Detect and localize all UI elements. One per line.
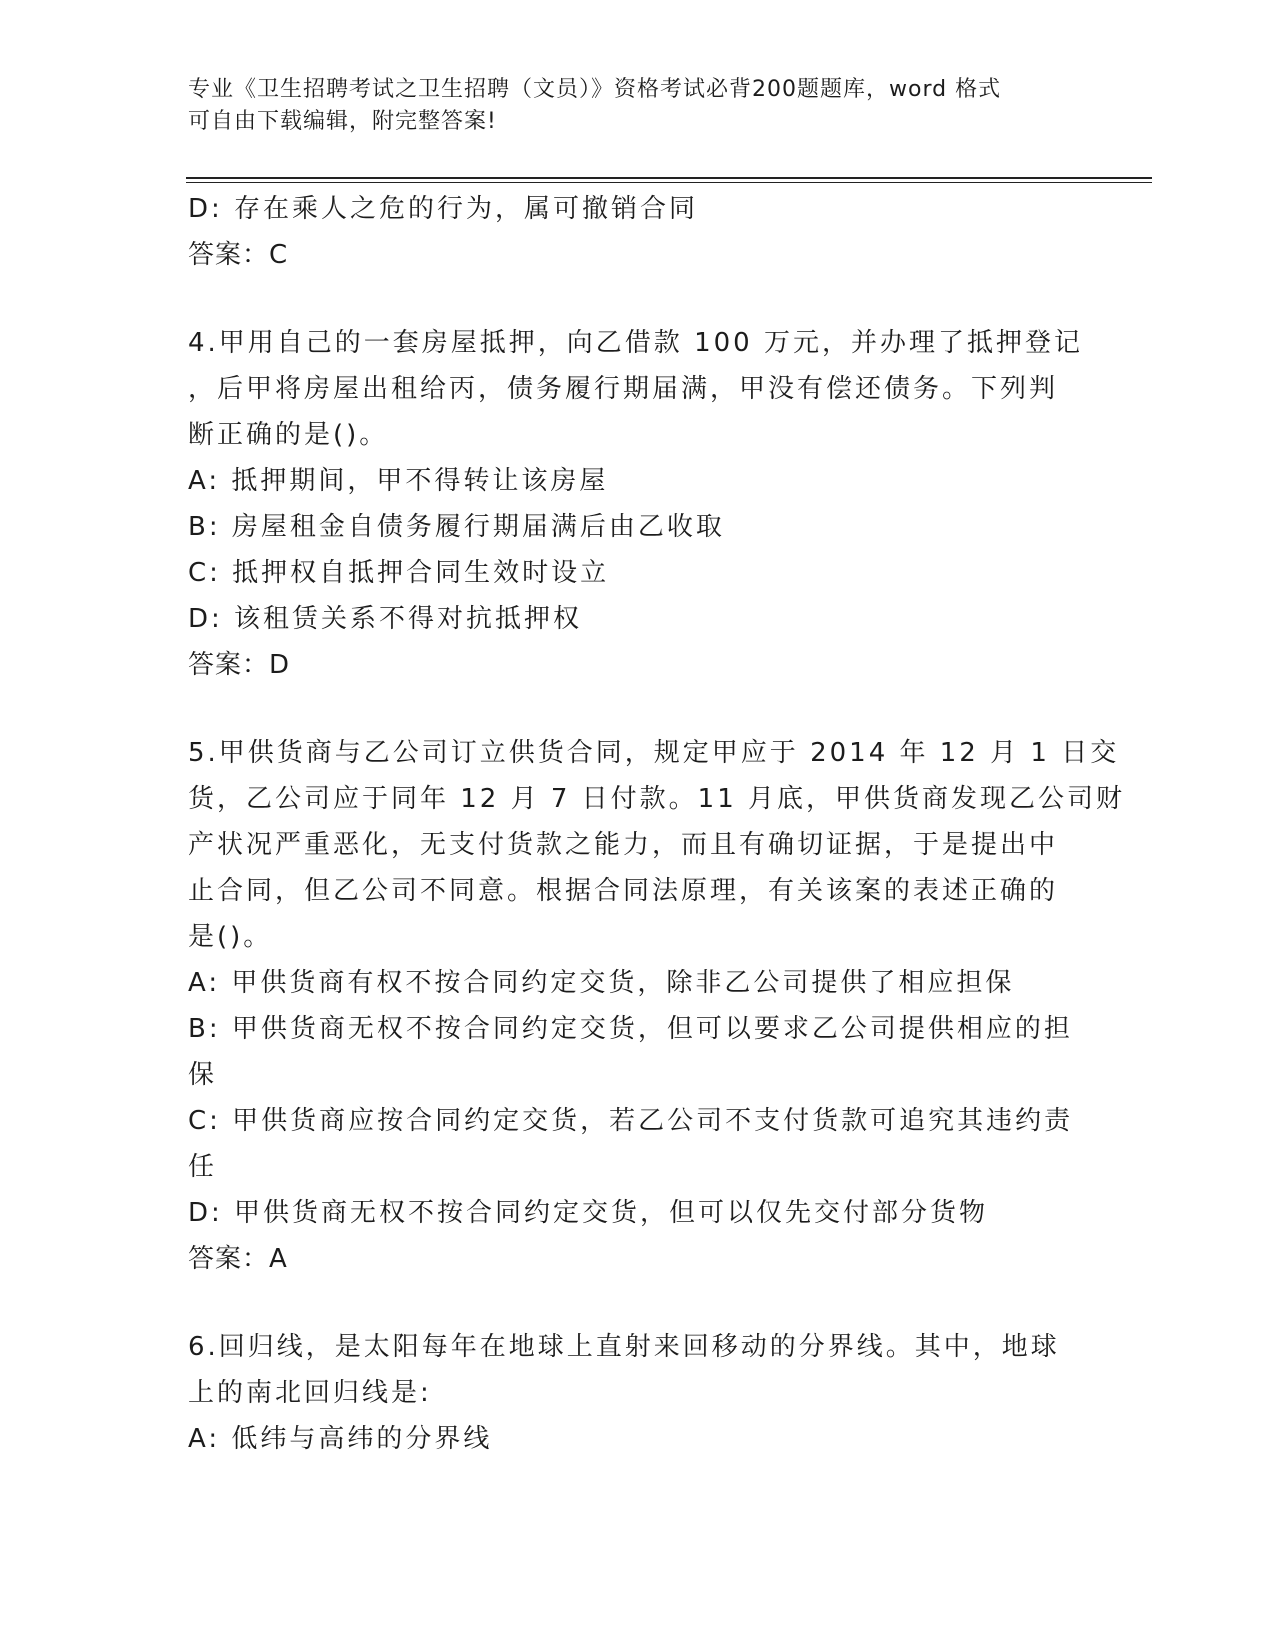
question-stem-line: ，后甲将房屋出租给丙，债务履行期届满，甲没有偿还债务。下列判: [188, 374, 1059, 404]
question-stem-line: 5.甲供货商与乙公司订立供货合同，规定甲应于 2014 年 12 月 1 日交: [188, 738, 1120, 768]
question-stem-line: 止合同，但乙公司不同意。根据合同法原理，有关该案的表述正确的: [188, 876, 1059, 906]
header-divider: [186, 177, 1152, 183]
question-stem-line: 上的南北回归线是:: [188, 1378, 432, 1408]
question-stem-line: 断正确的是()。: [188, 420, 389, 450]
question-3: [188, 186, 1088, 278]
answer: 答案：A: [188, 1244, 288, 1274]
question-stem-line: 4.甲用自己的一套房屋抵押，向乙借款 100 万元，并办理了抵押登记: [188, 328, 1083, 358]
question-stem-line: 产状况严重恶化，无支付货款之能力，而且有确切证据，于是提出中: [188, 830, 1059, 860]
document-body: [188, 186, 1126, 1462]
option-a: A: 低纬与高纬的分界线: [188, 1424, 493, 1454]
option-d: D: 存在乘人之危的行为，属可撤销合同: [188, 194, 699, 224]
question-6: [188, 1324, 1088, 1462]
option-b-continued: 保: [188, 1060, 218, 1090]
option-c: C: 抵押权自抵押合同生效时设立: [188, 558, 610, 588]
option-c: C: 甲供货商应按合同约定交货，若乙公司不支付货款可追究其违约责: [188, 1106, 1074, 1136]
header-title-line-2: 可自由下载编辑，附完整答案!: [188, 109, 497, 134]
option-b: B: 甲供货商无权不按合同约定交货，但可以要求乙公司提供相应的担: [188, 1014, 1073, 1044]
question-4: [188, 320, 1088, 688]
question-stem-line: 6.回归线，是太阳每年在地球上直射来回移动的分界线。其中，地球: [188, 1332, 1060, 1362]
option-c-continued: 任: [188, 1152, 218, 1182]
option-a: A: 抵押期间，甲不得转让该房屋: [188, 466, 609, 496]
option-d: D: 该租赁关系不得对抗抵押权: [188, 604, 583, 634]
option-d: D: 甲供货商无权不按合同约定交货，但可以仅先交付部分货物: [188, 1198, 989, 1228]
option-b: B: 房屋租金自债务履行期届满后由乙收取: [188, 512, 725, 542]
question-5: [188, 730, 1126, 1282]
question-stem-line: 是()。: [188, 922, 273, 952]
header-title-line-1: 专业《卫生招聘考试之卫生招聘（文员）》资格考试必背200题题库，word 格式: [188, 77, 1002, 102]
answer: 答案：C: [188, 240, 289, 270]
page-header: [188, 74, 1068, 138]
option-a: A: 甲供货商有权不按合同约定交货，除非乙公司提供了相应担保: [188, 968, 1015, 998]
question-stem-line: 货，乙公司应于同年 12 月 7 日付款。11 月底，甲供货商发现乙公司财: [188, 784, 1126, 814]
answer: 答案：D: [188, 650, 291, 680]
